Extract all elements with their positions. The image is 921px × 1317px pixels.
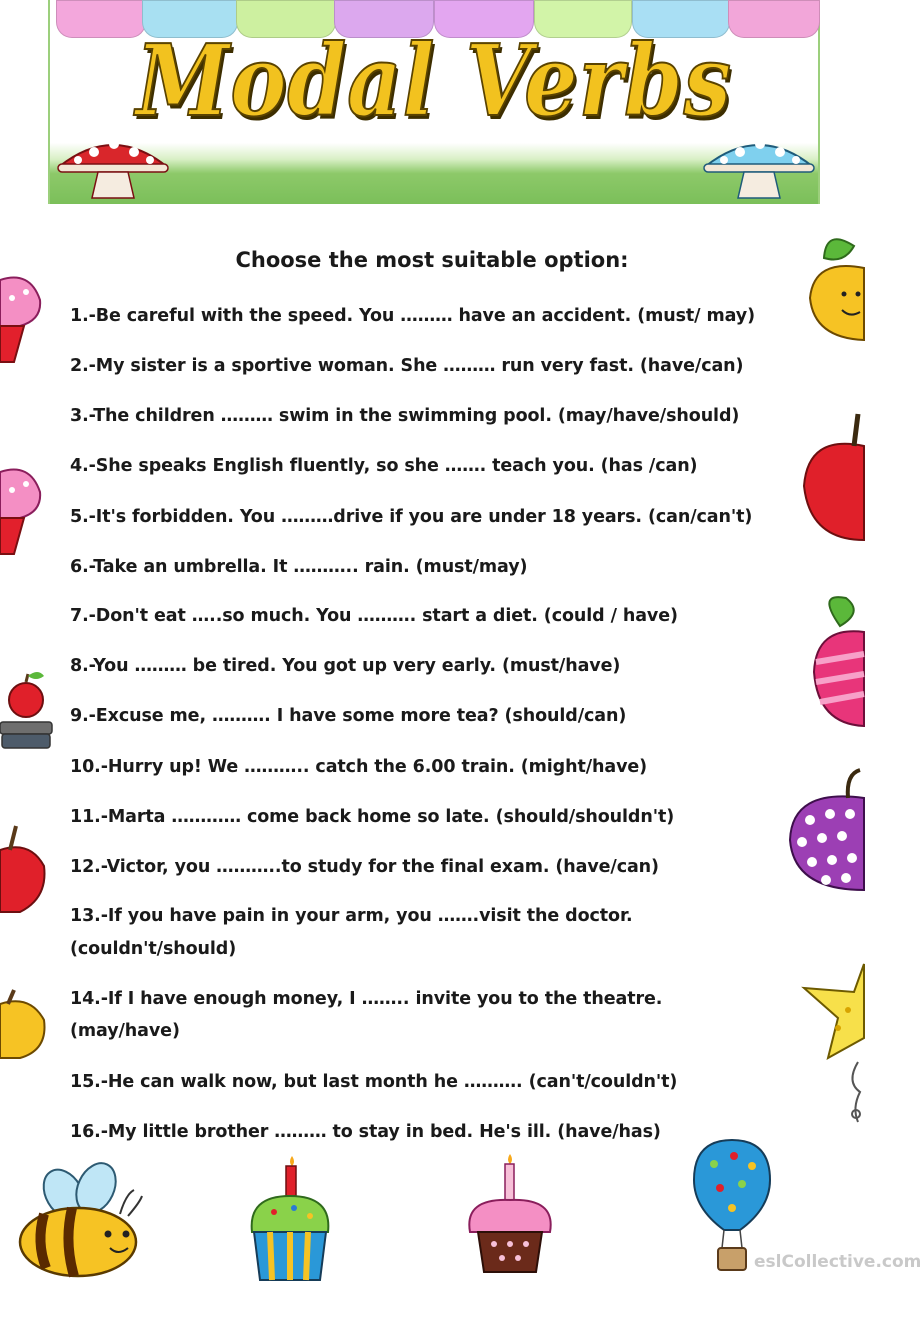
mushroom-blue-icon [700, 132, 818, 200]
mushroom-red-icon [54, 132, 172, 200]
cupcake-candle-icon [244, 1152, 336, 1284]
apple-icon [810, 592, 864, 730]
apple-on-books-icon [0, 660, 56, 752]
question-8: 8.-You ……… be tired. You got up very early. (must/have) [70, 656, 621, 676]
question-11: 11.-Marta ………… come back home so late. (should/shouldn't) [70, 807, 675, 827]
cupcake-icon [0, 462, 42, 558]
apple-icon [800, 410, 864, 544]
question-1: 1.-Be careful with the speed. You ……… have an accident. (must/ may) [70, 306, 755, 326]
question-12: 12.-Victor, you ………..to study for the final exam. (have/can) [70, 857, 659, 877]
question-5: 5.-It's forbidden. You ………drive if you are under 18 years. (can/can't) [70, 507, 753, 527]
question-7: 7.-Don't eat …..so much. You ………. start a diet. (could / have) [70, 606, 678, 626]
cupcake-icon [0, 270, 42, 366]
apple-icon [0, 990, 48, 1060]
question-4: 4.-She speaks English fluently, so she ……. teach you. (has /can) [70, 456, 698, 476]
title-banner [48, 0, 820, 204]
star-icon [798, 962, 864, 1128]
cupcake-candle-icon [464, 1152, 556, 1276]
question-13: 13.-If you have pain in your arm, you …….visit the doctor. [70, 906, 633, 926]
question-6: 6.-Take an umbrella. It ……….. rain. (must/may) [70, 557, 528, 577]
instruction-heading: Choose the most suitable option: [235, 248, 629, 272]
banner-title: Modal Verbs [136, 24, 732, 139]
question-13-options: (couldn't/should) [70, 939, 237, 959]
question-14-options: (may/have) [70, 1021, 180, 1041]
question-10: 10.-Hurry up! We ……….. catch the 6.00 train. (might/have) [70, 757, 648, 777]
question-3: 3.-The children ……… swim in the swimming pool. (may/have/should) [70, 406, 740, 426]
watermark: eslCollective.com [754, 1252, 921, 1272]
question-2: 2.-My sister is a sportive woman. She ……… run very fast. (have/can) [70, 356, 744, 376]
bee-icon [16, 1164, 144, 1280]
question-14: 14.-If I have enough money, I …….. invite you to the theatre. [70, 989, 663, 1009]
question-9: 9.-Excuse me, ………. I have some more tea? (should/can) [70, 706, 627, 726]
apple-icon [786, 768, 864, 894]
question-15: 15.-He can walk now, but last month he ………. (can't/couldn't) [70, 1072, 678, 1092]
apple-icon [804, 228, 864, 344]
question-16: 16.-My little brother ……… to stay in bed. He's ill. (have/has) [70, 1122, 661, 1142]
apple-icon [0, 822, 48, 918]
